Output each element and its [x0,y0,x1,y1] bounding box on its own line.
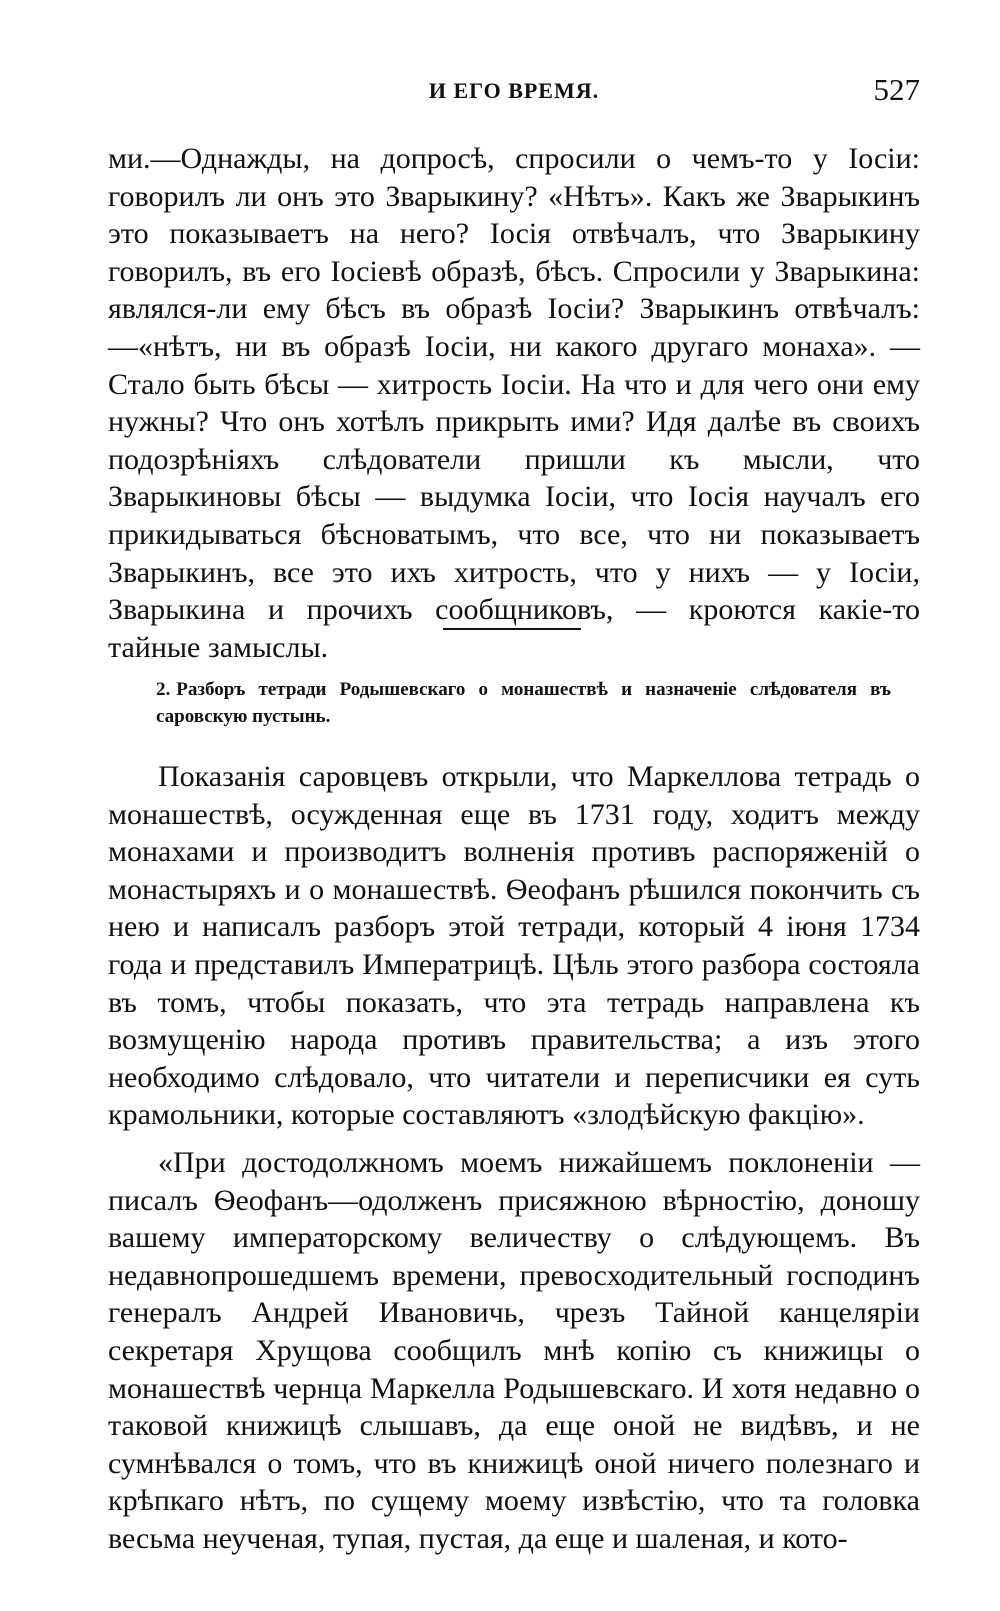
section-divider [443,628,581,630]
section-title: Разборъ тетради Родышевскаго о монашествѣ и назначеніе слѣдователя въ саровскую пустынь. [156,679,891,727]
paragraph-continued: ми.—Однажды, на допросѣ, спросили о чемъ-то у Іосіи: говорилъ ли онъ это Зварыкину? «Нѣтъ». Какъ же Зварыкинъ это показываетъ на него? Іосія отвѣчалъ, что Зварыкину говорилъ, въ его Іосіевѣ образѣ, бѣсъ. Спросили у Зварыкина: являлся-ли ему бѣсъ въ образѣ Іосіи? Зварыкинъ отвѣчалъ: —«нѣтъ, ни въ образѣ Іосіи, ни какого другаго монаха». — Стало быть бѣсы — хитрость Іосіи. На что и для чего они ему нужны? Что онъ хотѣлъ прикрыть ими? Идя далѣе въ своихъ подозрѣніяхъ слѣдователи пришли къ мысли, что Зварыкиновы бѣсы — выдумка Іосіи, что Іосія научалъ его прикидываться бѣсноватымъ, что все, что ни показываетъ Зварыкинъ, все это ихъ хитрость, что у нихъ — у Іосіи, Зварыкина и прочихъ сообщниковъ, — кроются какіе-то тайные замыслы. [108,142,920,664]
text-block-top [108,140,920,666]
text-block-bottom [108,758,920,1557]
paragraph: Показанія саровцевъ открыли, что Маркеллова тетрадь о монашествѣ, осужденная еще въ 1731 году, ходитъ между монахами и производитъ волненія противъ распоряженій о монастыряхъ и о монашествѣ. Ѳеофанъ рѣшился покончить съ нею и написалъ разборъ этой тетради, который 4 іюня 1734 года и представилъ Императрицѣ. Цѣль этого разбора состояла въ томъ, чтобы показать, что эта тетрадь направлена къ возмущенію народа противъ правительства; а изъ этого необходимо слѣдовало, что читатели и переписчики ея суть крамольники, которые составляютъ «злодѣйскую факцію». [108,760,920,1132]
page-header [108,72,920,112]
page-number: 527 [873,72,920,107]
paragraph-quote: «При достодолжномъ моемъ нижайшемъ поклоненіи — писалъ Ѳеофанъ—одолженъ присяжною вѣрностію, доношу вашему императорскому величеству о слѣдующемъ. Въ недавнопрошедшемъ времени, превосходительный господинъ генералъ Андрей Ивановичь, чрезъ Тайной канцеляріи секретаря Хрущова сообщилъ мнѣ копію съ книжицы о монашествѣ чернца Маркелла Родышевскаго. И хотя недавно о таковой книжицѣ слышавъ, да еще оной не видѣвъ, и не сумнѣвался о томъ, что въ книжицѣ оной ничего полезнаго и крѣпкаго нѣтъ, по сущему моему извѣстію, что та головка весьма неученая, тупая, пустая, да еще и шаленая, и кото- [108,1145,920,1555]
running-head: И ЕГО ВРЕМЯ. [428,78,600,103]
section-heading [156,676,891,730]
section-number: 2. [156,679,171,700]
